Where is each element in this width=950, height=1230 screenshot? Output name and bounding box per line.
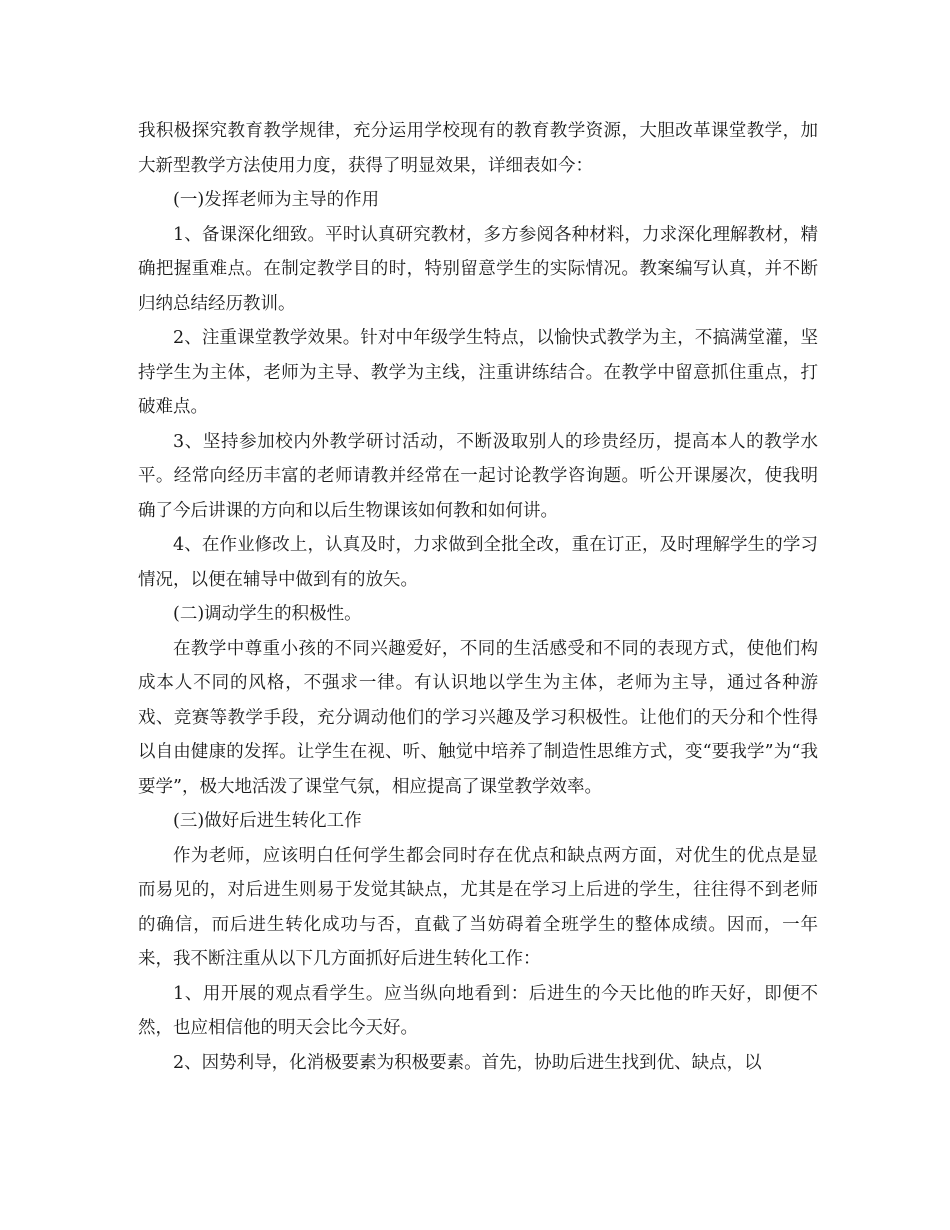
section-heading-1: (一)发挥老师为主导的作用 (173, 190, 380, 210)
section-heading-3: (三)做好后进生转化工作 (173, 811, 362, 831)
paragraph-intro: 我积极探究教育教学规律，充分运用学校现有的教育教学资源，大胆改革课堂教学，加大新型教学方法使用力度，获得了明显效果，详细表如今： (138, 121, 818, 176)
section-heading-2: (二)调动学生的积极性。 (173, 604, 362, 624)
paragraph-item: 1、用开展的观点看学生。应当纵向地看到：后进生的今天比他的昨天好，即便不然，也应相信他的明天会比今天好。 (138, 983, 818, 1038)
paragraph-item: 2、注重课堂教学效果。针对中年级学生特点，以愉快式教学为主，不搞满堂灌，坚持学生为主体，老师为主导、教学为主线，注重讲练结合。在教学中留意抓住重点，打破难点。 (138, 328, 818, 417)
paragraph-body: 作为老师，应该明白任何学生都会同时存在优点和缺点两方面，对优生的优点是显而易见的，对后进生则易于发觉其缺点，尤其是在学习上后进的学生，往往得不到老师的确信，而后进生转化成功与否，直截了当妨碍着全班学生的整体成绩。因而，一年来，我不断注重从以下几方面抓好后进生转化工作： (138, 845, 818, 969)
paragraph-body: 在教学中尊重小孩的不同兴趣爱好，不同的生活感受和不同的表现方式，使他们构成本人不同的风格，不强求一律。有认识地以学生为主体，老师为主导，通过各种游戏、竞赛等教学手段，充分调动他们的学习兴趣及学习积极性。让他们的天分和个性得以自由健康的发挥。让学生在视、听、触觉中培养了制造性思维方式，变“要我学”为“我要学”，极大地活泼了课堂气氛，相应提高了课堂教学效率。 (138, 638, 818, 797)
paragraph-item: 1、备课深化细致。平时认真研究教材，多方参阅各种材料，力求深化理解教材，精确把握重难点。在制定教学目的时，特别留意学生的实际情况。教案编写认真，并不断归纳总结经历教训。 (138, 224, 818, 314)
paragraph-item: 3、坚持参加校内外教学研讨活动，不断汲取别人的珍贵经历，提高本人的教学水平。经常向经历丰富的老师请教并经常在一起讨论教学咨询题。听公开课屡次，使我明确了今后讲课的方向和以后生物课该如何教和如何讲。 (138, 431, 818, 521)
paragraph-item: 2、因势利导，化消极要素为积极要素。首先，协助后进生找到优、缺点，以 (173, 1052, 762, 1073)
document-body (138, 114, 818, 1080)
paragraph-item: 4、在作业修改上，认真及时，力求做到全批全改，重在订正，及时理解学生的学习情况，以便在辅导中做到有的放矢。 (138, 535, 818, 590)
